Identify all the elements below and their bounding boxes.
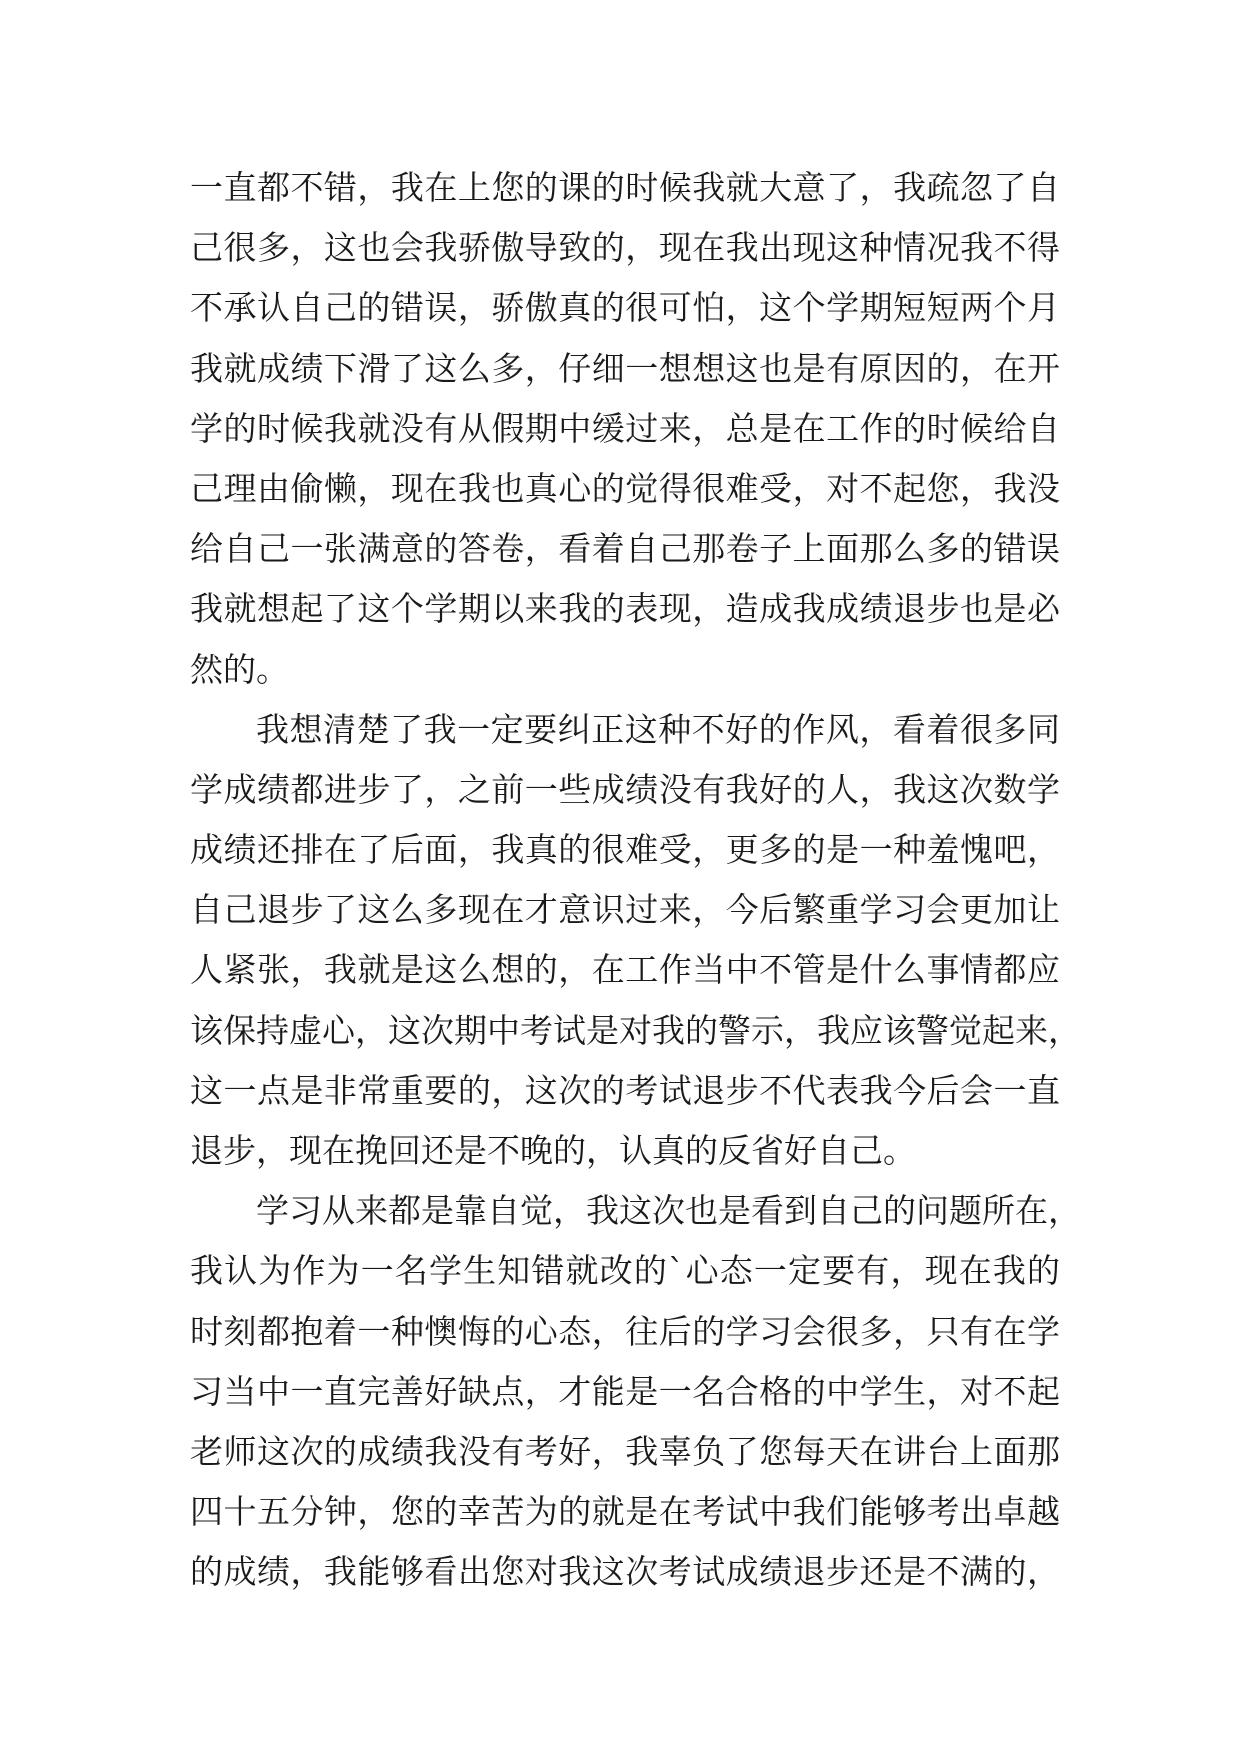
text-line: 己很多，这也会我骄傲导致的，现在我出现这种情况我不得 (190, 228, 1060, 268)
text-line: 学成绩都进步了，之前一些成绩没有我好的人，我这次数学 (190, 769, 1060, 809)
paragraph-1 (190, 158, 1060, 700)
text-line: 自己退步了这么多现在才意识过来，今后繁重学习会更加让 (190, 890, 1060, 930)
text-line: 我认为作为一名学生知错就改的`心态一定要有，现在我的 (190, 1251, 1060, 1291)
text-line: 这一点是非常重要的，这次的考试退步不代表我今后会一直 (190, 1070, 1060, 1110)
paragraph-3 (190, 1181, 1081, 1602)
text-line: 成绩还排在了后面，我真的很难受，更多的是一种羞愧吧， (190, 830, 1060, 870)
text-line: 该保持虚心，这次期中考试是对我的警示，我应该警觉起来， (190, 1010, 1081, 1050)
text-line: 习当中一直完善好缺点，才能是一名合格的中学生，对不起 (190, 1371, 1060, 1411)
text-line: 给自己一张满意的答卷，看着自己那卷子上面那么多的错误 (190, 529, 1060, 569)
text-line: 我就想起了这个学期以来我的表现，造成我成绩退步也是必 (190, 589, 1060, 629)
text-line: 的成绩，我能够看出您对我这次考试成绩退步还是不满的， (190, 1552, 1060, 1592)
text-line: 一直都不错，我在上您的课的时候我就大意了，我疏忽了自 (190, 168, 1060, 207)
text-line: 然的。 (190, 649, 289, 689)
paragraph-2 (190, 700, 1081, 1182)
text-line: 己理由偷懒，现在我也真心的觉得很难受，对不起您，我没 (190, 468, 1060, 508)
text-line: 四十五分钟，您的幸苦为的就是在考试中我们能够考出卓越 (190, 1492, 1060, 1532)
text-line: 学的时候我就没有从假期中缓过来，总是在工作的时候给自 (190, 408, 1060, 448)
text-line: 我就成绩下滑了这么多，仔细一想想这也是有原因的，在开 (190, 348, 1060, 388)
text-line: 学习从来都是靠自觉，我这次也是看到自己的问题所在， (256, 1191, 1081, 1231)
text-line: 人紧张，我就是这么想的，在工作当中不管是什么事情都应 (190, 950, 1060, 990)
text-line: 退步，现在挽回还是不晚的，认真的反省好自己。 (190, 1131, 916, 1170)
text-line: 不承认自己的错误，骄傲真的很可怕，这个学期短短两个月 (190, 288, 1060, 328)
text-line: 时刻都抱着一种懊悔的心态，往后的学习会很多，只有在学 (190, 1311, 1060, 1351)
text-line: 老师这次的成绩我没有考好，我辜负了您每天在讲台上面那 (190, 1431, 1060, 1471)
text-line: 我想清楚了我一定要纠正这种不好的作风，看着很多同 (256, 709, 1060, 749)
document-body (190, 158, 1081, 1603)
